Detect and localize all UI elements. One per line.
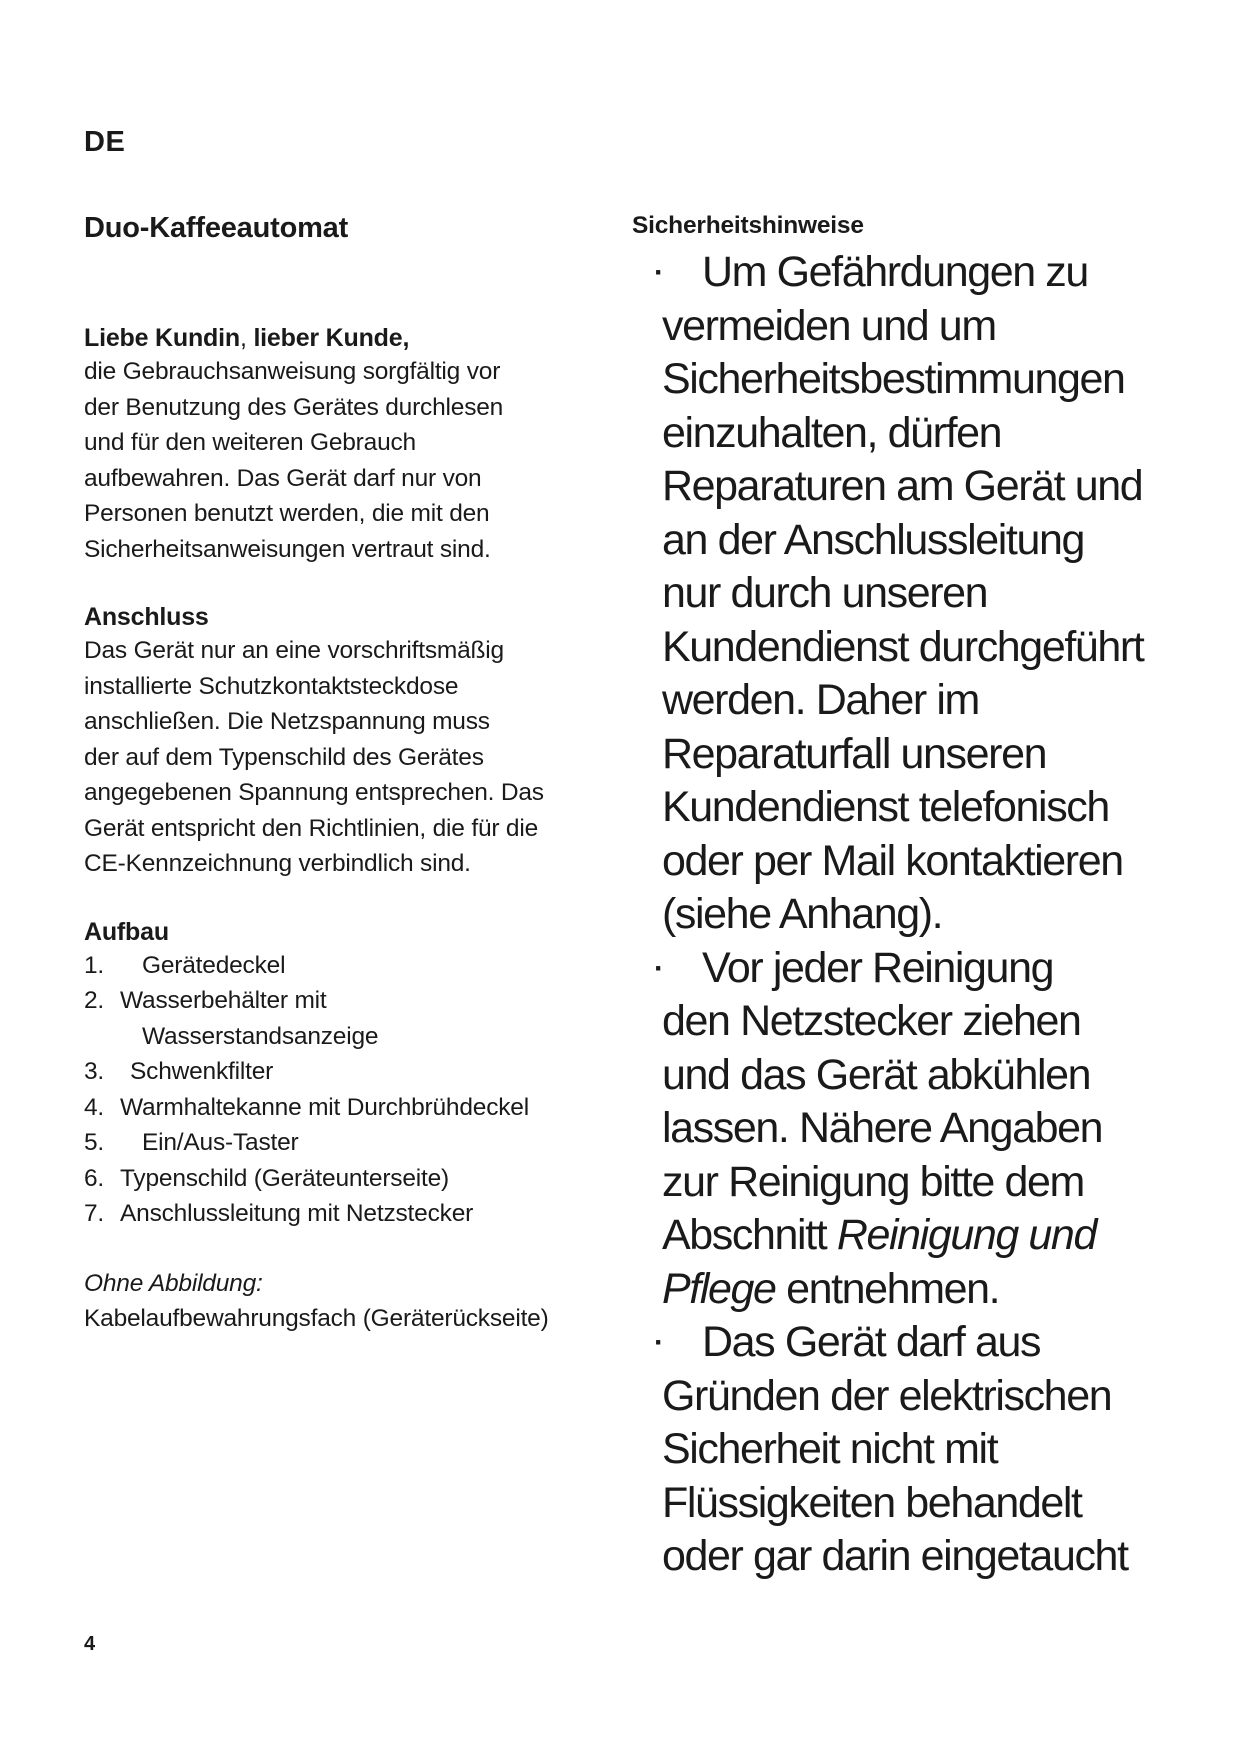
item-text: Typenschild (Geräteunterseite): [120, 1164, 449, 1192]
safety-line: zur Reinigung bitte dem: [662, 1157, 1084, 1206]
item-text: Gerätedeckel: [142, 951, 286, 979]
item-text: Ein/Aus-Taster: [142, 1129, 299, 1156]
item-number: 7.: [84, 1200, 105, 1227]
greeting-line: Sicherheitsanweisungen vertraut sind.: [84, 535, 491, 563]
bullet-icon: ·: [654, 951, 663, 985]
safety-line: einzuhalten, dürfen: [662, 408, 1002, 457]
anschluss-line: Das Gerät nur an eine vorschriftsmäßig: [84, 637, 504, 664]
greeting-line: der Benutzung des Gerätes durchlesen: [84, 393, 504, 421]
greeting-line: die Gebrauchsanweisung sorgfältig vor: [84, 358, 501, 385]
item-text: Schwenkfilter: [130, 1058, 274, 1085]
parts-list: [84, 948, 604, 1232]
safety-line: Um Gefährdungen zu: [702, 248, 1088, 296]
parts-list-item: [84, 1196, 604, 1232]
anschluss-line: anschließen. Die Netzspannung muss: [84, 708, 490, 735]
anschluss-line: installierte Schutzkontaktsteckdose: [84, 672, 459, 700]
ohne-abbildung-section: [84, 1266, 604, 1337]
safety-item: [632, 1316, 1152, 1584]
anschluss-line: Gerät entspricht den Richtlinien, die für die: [84, 814, 539, 842]
anschluss-line: angegebenen Spannung entsprechen. Das: [84, 779, 544, 806]
safety-line: und das Gerät abkühlen: [662, 1050, 1091, 1099]
safety-heading: Sicherheitshinweise: [632, 212, 864, 239]
safety-line: Reparaturen am Gerät und: [662, 462, 1143, 510]
safety-line: Kundendienst durchgeführt: [662, 622, 1144, 671]
greeting-section: [84, 322, 604, 567]
safety-item: [632, 246, 1152, 942]
aufbau-section: [84, 916, 604, 1232]
safety-line: an der Anschlussleitung: [662, 515, 1084, 564]
greeting-line: aufbewahren. Das Gerät darf nur von: [84, 464, 482, 492]
item-number: 6.: [84, 1164, 105, 1192]
safety-line: den Netzstecker ziehen: [662, 997, 1081, 1045]
section-reference: Pflege: [662, 1264, 776, 1313]
parts-list-item: [84, 1125, 604, 1161]
salutation-separator: ,: [239, 324, 254, 352]
safety-line: werden. Daher im: [662, 676, 979, 724]
left-column: [84, 210, 604, 1337]
safety-line: Reparaturfall unseren: [662, 729, 1047, 778]
safety-line: Sicherheitsbestimmungen: [662, 355, 1125, 403]
parts-list-item: [84, 1054, 604, 1090]
item-number: 5.: [84, 1129, 105, 1156]
safety-line: lassen. Nähere Angaben: [662, 1104, 1103, 1152]
parts-list-item: [84, 948, 604, 984]
item-number: 1.: [84, 951, 105, 979]
item-number: 2.: [84, 987, 105, 1014]
aufbau-heading: Aufbau: [84, 917, 169, 946]
safety-line: Kundendienst telefonisch: [662, 783, 1109, 831]
safety-line: nur durch unseren: [662, 569, 988, 617]
item-number: 3.: [84, 1058, 105, 1085]
ohne-abbildung-label: Ohne Abbildung:: [84, 1269, 263, 1297]
anschluss-line: CE-Kennzeichnung verbindlich sind.: [84, 850, 471, 877]
salutation-customer-female: Liebe Kundin: [84, 324, 240, 352]
parts-list-item: [84, 1090, 604, 1126]
safety-line: Pflege entnehmen.: [662, 1264, 1000, 1313]
greeting-salutation: [84, 322, 604, 354]
right-column: [632, 210, 1152, 1584]
language-code: DE: [84, 126, 126, 158]
safety-item: [632, 942, 1152, 1317]
safety-line: Das Gerät darf aus: [702, 1318, 1041, 1366]
bullet-icon: ·: [654, 256, 663, 289]
bullet-icon: ·: [654, 1326, 663, 1359]
item-number: 4.: [84, 1093, 105, 1121]
page-number: 4: [84, 1633, 96, 1655]
greeting-line: Personen benutzt werden, die mit den: [84, 500, 490, 527]
safety-line: oder per Mail kontaktieren: [662, 836, 1123, 885]
safety-line: vermeiden und um: [662, 301, 996, 350]
ohne-abbildung-text: Kabelaufbewahrungsfach (Geräterückseite): [84, 1305, 549, 1332]
document-title: Duo-Kaffeeautomat: [84, 212, 349, 244]
safety-line: Gründen der elektrischen: [662, 1371, 1112, 1420]
parts-list-item: [84, 983, 604, 1054]
item-text-group: [120, 983, 604, 1054]
greeting-line: und für den weiteren Gebrauch: [84, 429, 416, 456]
anschluss-section: [84, 601, 604, 882]
safety-line: Abschnitt Reinigung und: [662, 1211, 1096, 1259]
section-reference: Reinigung und: [836, 1211, 1096, 1259]
safety-line: Flüssigkeiten behandelt: [662, 1478, 1082, 1527]
safety-list: [632, 246, 1152, 1584]
salutation-customer-male: lieber Kunde,: [253, 324, 410, 352]
safety-line: (siehe Anhang).: [662, 890, 943, 938]
anschluss-heading: Anschluss: [84, 603, 209, 631]
item-text-continuation: Wasserstandsanzeige: [142, 1022, 379, 1050]
item-text: Warmhaltekanne mit Durchbrühdeckel: [120, 1093, 529, 1121]
anschluss-line: der auf dem Typenschild des Gerätes: [84, 743, 484, 771]
safety-line: oder gar darin eingetaucht: [662, 1532, 1128, 1580]
parts-list-item: [84, 1161, 604, 1197]
safety-line: Sicherheit nicht mit: [662, 1425, 998, 1473]
item-text: Wasserbehälter mit: [120, 987, 327, 1014]
safety-line: Vor jeder Reinigung: [702, 943, 1054, 992]
item-text: Anschlussleitung mit Netzstecker: [120, 1200, 474, 1227]
